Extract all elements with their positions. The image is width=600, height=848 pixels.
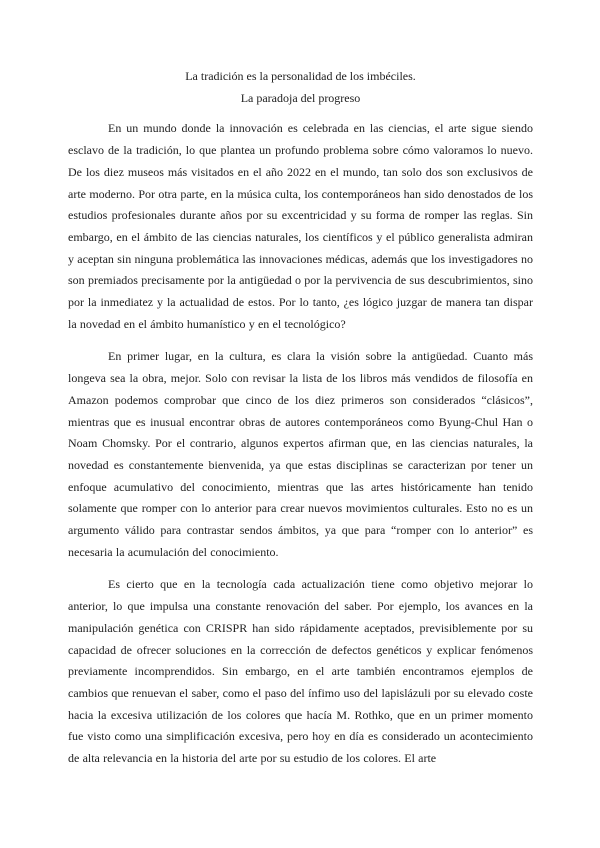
- paragraph-3: Es cierto que en la tecnología cada actualización tiene como objetivo mejorar lo anterior, lo que impulsa una constante renovación del saber. Por ejemplo, los avances en la manipulación genética con CRISPR han sido rápidamente aceptados, previsiblemente por su capacidad de ofrecer soluciones en la corrección de defectos genéticos y explicar fenómenos previamente incomprendidos. Sin embargo, en el arte también encontramos ejemplos de cambios que renuevan el saber, como el paso del ínfimo uso del lapislázuli por su elevado coste hacia la excesiva utilización de los colores que hacía M. Rothko, que en un primer momento fue visto como una simplificación excesiva, pero hoy en día es considerado un acontecimiento de alta relevancia en la historia del arte por su estudio de los colores. El arte: [68, 577, 533, 766]
- paragraph-2: En primer lugar, en la cultura, es clara la visión sobre la antigüedad. Cuanto más longeva sea la obra, mejor. Solo con revisar la lista de los libros más vendidos de filosofía en Amazon podemos comprobar que cinco de los diez primeros son considerados “clásicos”, mientras que es inusual encontrar obras de autores contemporáneos como Byung-Chul Han o Noam Chomsky. Por el contrario, algunos expertos afirman que, en las ciencias naturales, la novedad es constantemente bienvenida, ya que estas disciplinas se caracterizan por tener un enfoque acumulativo del conocimiento, mientras que las artes históricamente han tenido solamente que romper con lo anterior para crear nuevos movimientos culturales. Esto no es un argumento válido para contrastar sendos ámbitos, ya que para “romper con lo anterior” es necesaria la acumulación del conocimiento.: [68, 349, 533, 559]
- document-title: [68, 66, 533, 109]
- title-line-2: La paradoja del progreso: [240, 90, 361, 105]
- paragraph-1: En un mundo donde la innovación es celebrada en las ciencias, el arte sigue siendo esclavo de la tradición, lo que plantea un profundo problema sobre cómo valoramos lo nuevo. De los diez museos más visitados en el año 2022 en el mundo, tan solo dos son exclusivos de arte moderno. Por otra parte, en la música culta, los contemporáneos han sido denostados de los estudios profesionales durante años por su excentricidad y su forma de romper las reglas. Sin embargo, en el ámbito de las ciencias naturales, los científicos y el público generalista admiran y aceptan sin ninguna problemática las innovaciones médicas, además que los investigadores no son premiados precisamente por la antigüedad o por la pervivencia de sus descubrimientos, sino por la inmediatez y la actualidad de estos. Por lo tanto, ¿es lógico juzgar de manera tan dispar la novedad en el ámbito humanístico y en el tecnológico?: [68, 121, 533, 331]
- title-line-1: La tradición es la personalidad de los imbéciles.: [185, 69, 416, 83]
